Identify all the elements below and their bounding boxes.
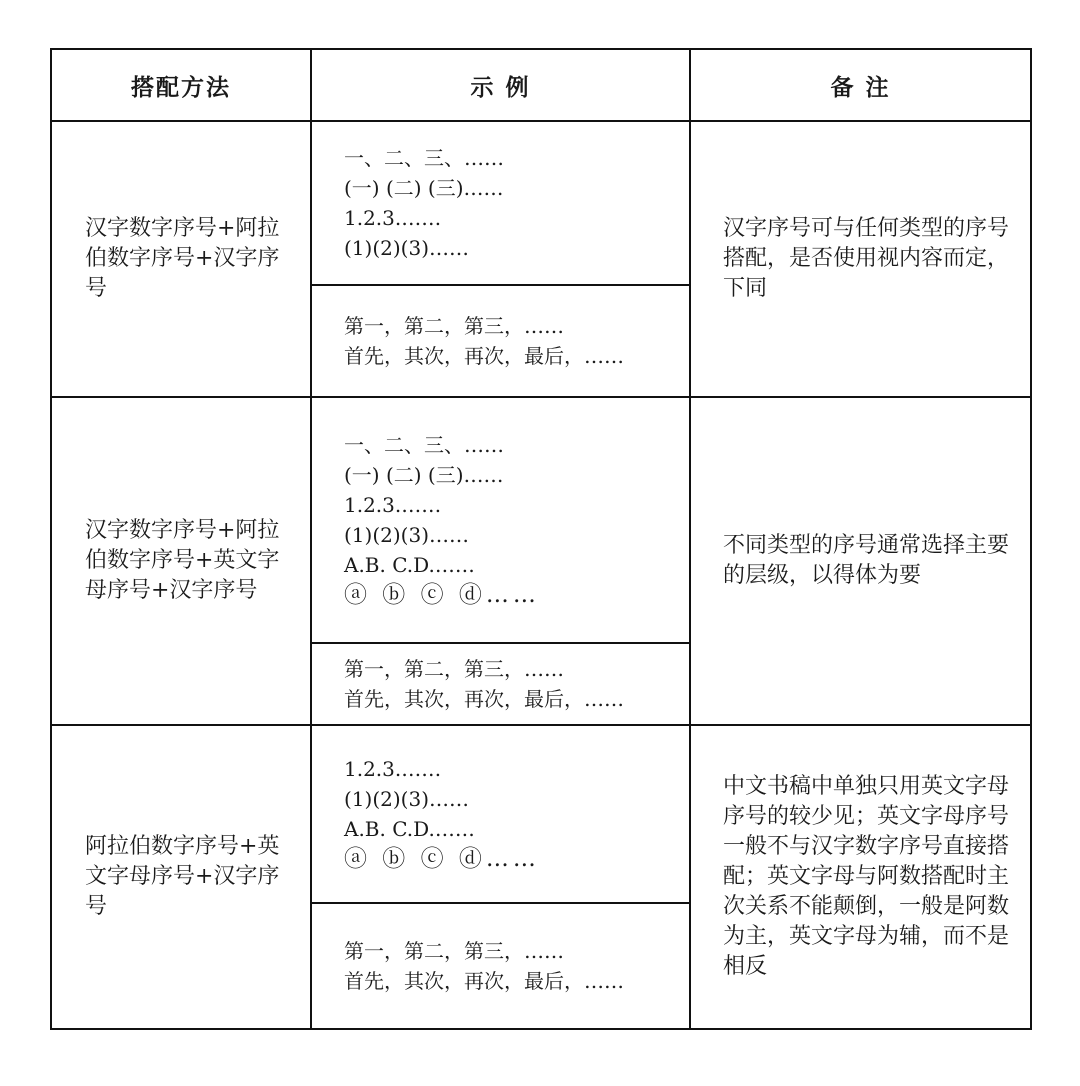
row3-method-text: 阿拉伯数字序号+英文字母序号+汉字序号	[85, 834, 280, 919]
row1-example-line: (一) (二) (三)……	[344, 176, 504, 200]
row3-example-line: (1)(2)(3)……	[344, 787, 469, 811]
row3-example-line: 首先，其次，再次，最后，……	[344, 969, 624, 993]
row1-method	[52, 122, 310, 396]
row2-example-line: A.B. C.D.……	[344, 553, 475, 577]
row2-example-line: 一、二、三、……	[344, 433, 504, 457]
row2-example-line: 1.2.3.……	[344, 493, 442, 517]
numbering-table	[50, 48, 1032, 1030]
row3-example-bottom	[312, 904, 689, 1028]
row2-example-line: 第一，第二，第三，……	[344, 657, 564, 681]
row1-example-bottom	[312, 286, 689, 396]
header-example-label: 示 例	[470, 74, 531, 101]
row2-example-top	[312, 398, 689, 642]
row2-note	[691, 398, 1030, 724]
header-note-label: 备 注	[830, 74, 891, 101]
row1-example-line: (1)(2)(3)……	[344, 236, 469, 260]
row3-example-line: 1.2.3.……	[344, 757, 442, 781]
row1-example-line: 第一，第二，第三，……	[344, 314, 564, 338]
row3-note-text: 中文书稿中单独只用英文字母序号的较少见；英文字母序号一般不与汉字数字序号直接搭配；英文字母与阿数搭配时主次关系不能颠倒，一般是阿数为主，英文字母为辅，而不是相反	[723, 774, 1010, 979]
header-method	[52, 50, 310, 120]
row1-example-line: 一、二、三、……	[344, 146, 504, 170]
row2-example-line: ⓐ ⓑ ⓒ ⓓ……	[344, 582, 540, 608]
row3-note	[691, 726, 1030, 1028]
row3-example-line: A.B. C.D.……	[344, 817, 475, 841]
row2-example-line: (一) (二) (三)……	[344, 463, 504, 487]
row2-example-line: 首先，其次，再次，最后，……	[344, 687, 624, 711]
row1-method-text: 汉字数字序号+阿拉伯数字序号+汉字序号	[85, 216, 280, 301]
row1-example-line: 1.2.3.……	[344, 206, 442, 230]
row2-example-bottom	[312, 644, 689, 724]
row3-example-top	[312, 726, 689, 902]
row2-note-text: 不同类型的序号通常选择主要的层级，以得体为要	[723, 533, 1010, 588]
row1-note-text: 汉字序号可与任何类型的序号搭配，是否使用视内容而定，下同	[723, 216, 1010, 301]
row1-note	[691, 122, 1030, 396]
row2-method-text: 汉字数字序号+阿拉伯数字序号+英文字母序号+汉字序号	[85, 518, 280, 603]
row3-example-line: ⓐ ⓑ ⓒ ⓓ……	[344, 846, 540, 872]
row2-example-line: (1)(2)(3)……	[344, 523, 469, 547]
row3-method	[52, 726, 310, 1028]
row3-example-line: 第一，第二，第三，……	[344, 939, 564, 963]
row1-example-line: 首先，其次，再次，最后，……	[344, 344, 624, 368]
row1-example-top	[312, 122, 689, 284]
row2-method	[52, 398, 310, 724]
header-method-label: 搭配方法	[131, 74, 231, 101]
header-note	[691, 50, 1030, 120]
header-example	[312, 50, 689, 120]
